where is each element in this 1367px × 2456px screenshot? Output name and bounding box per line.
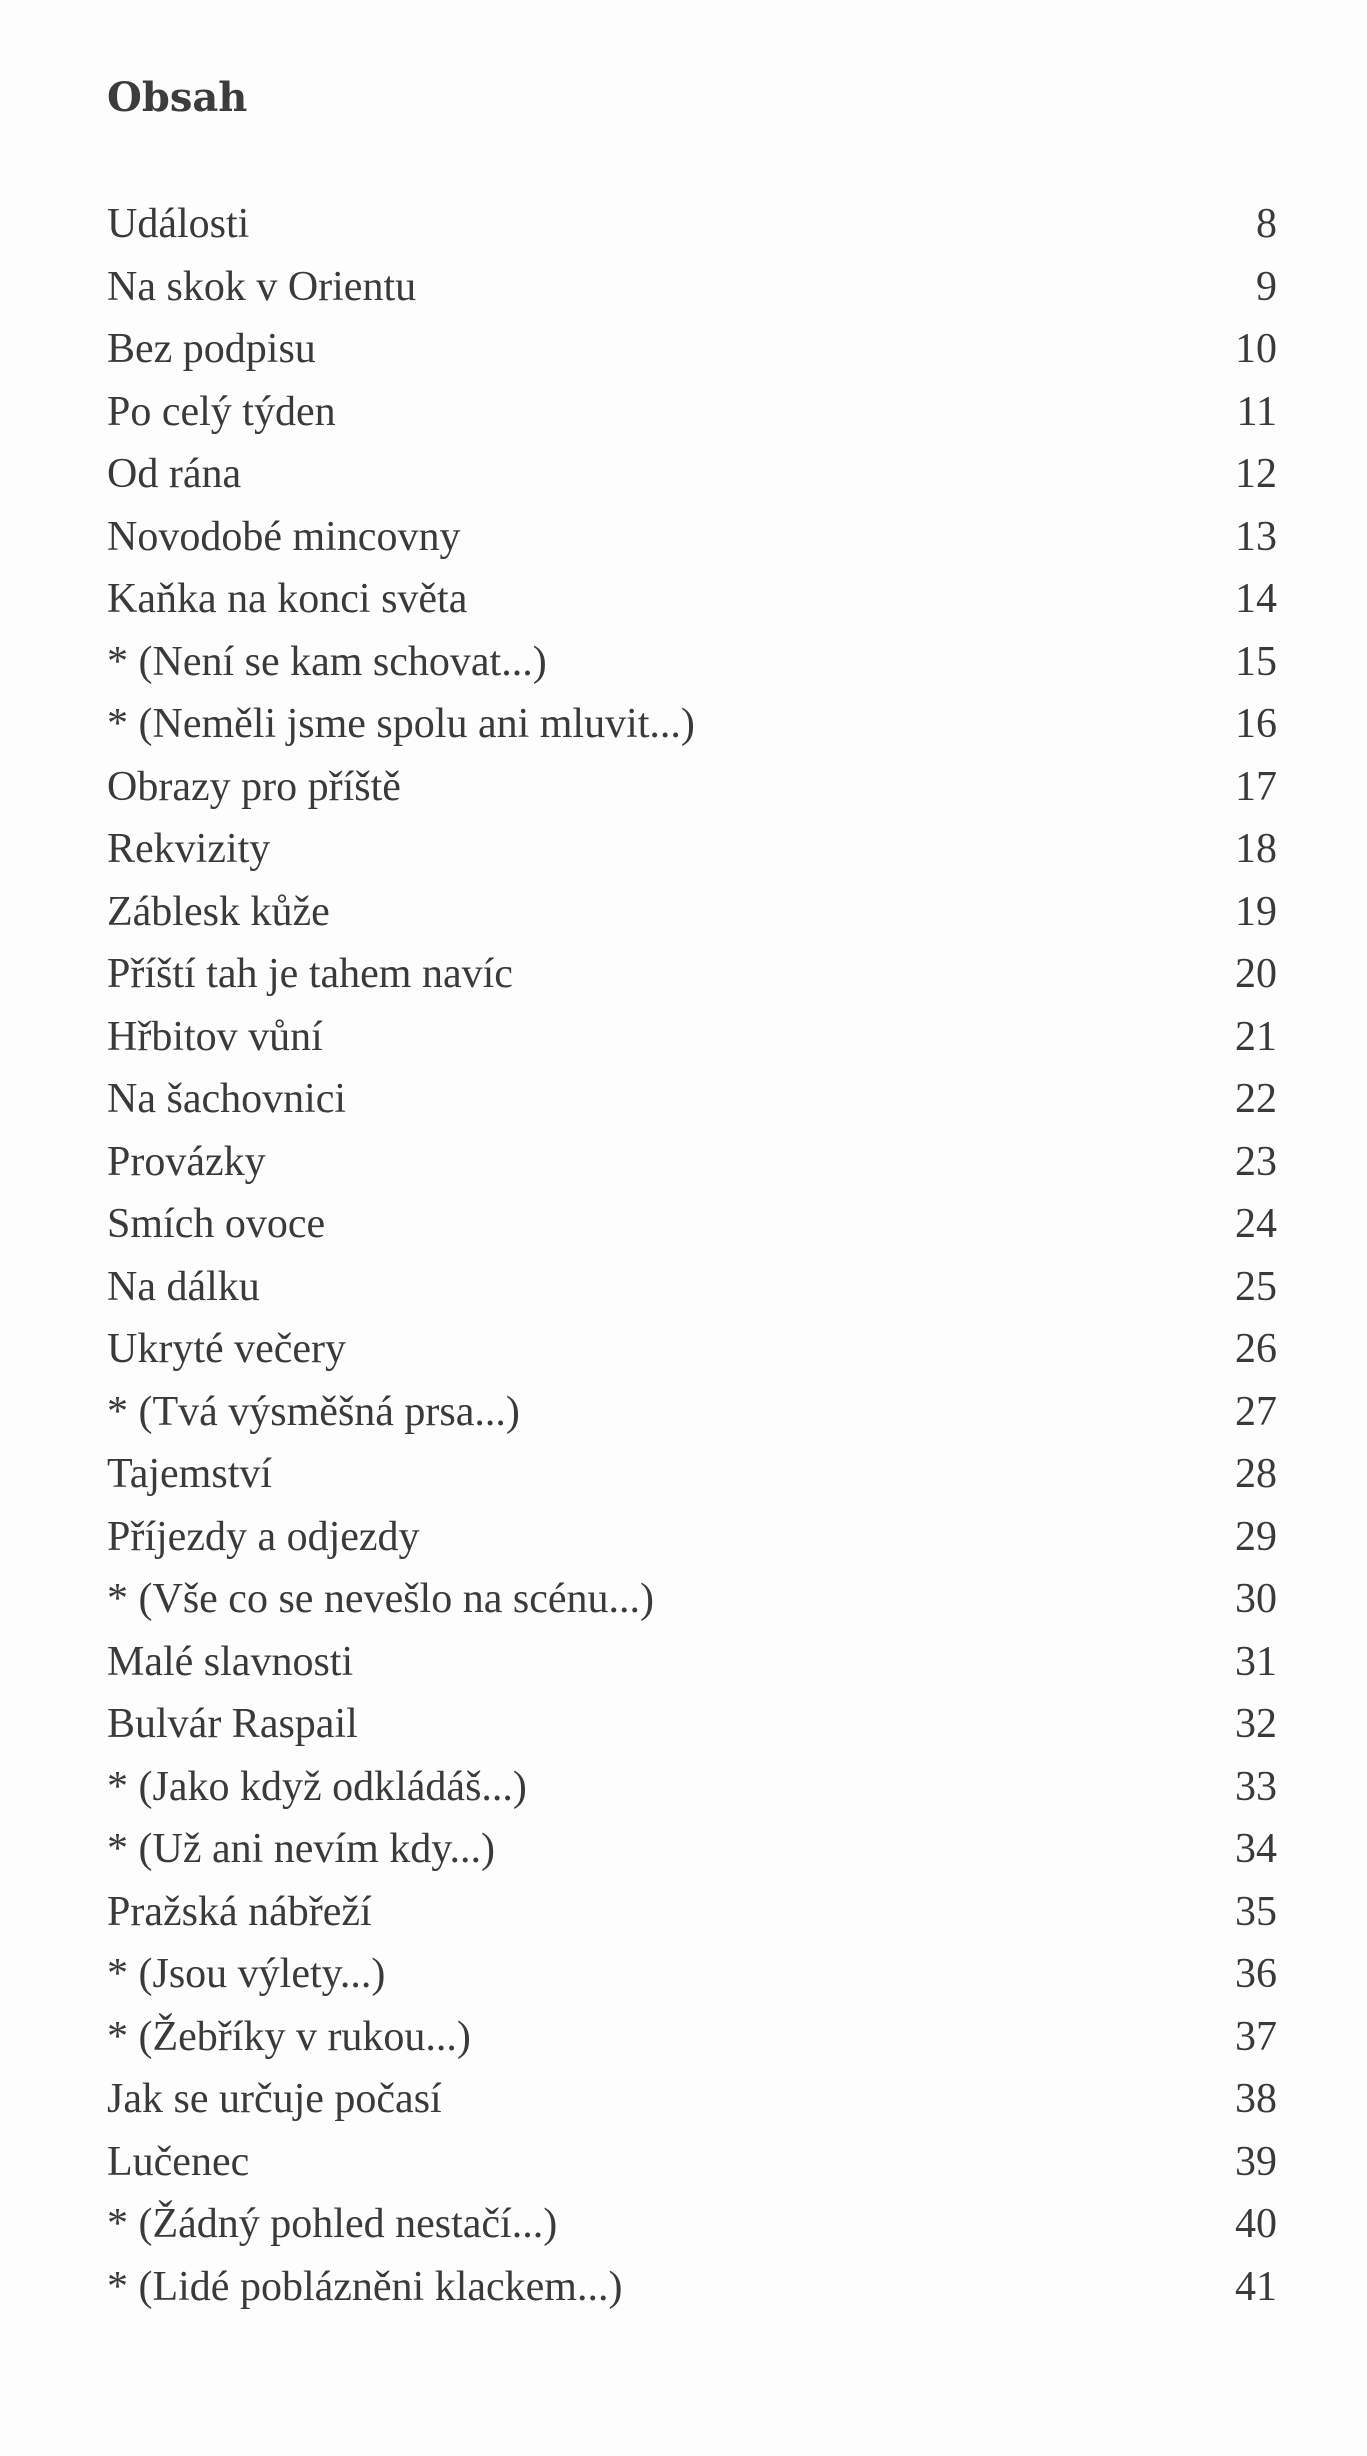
toc-entry-title: * (Jsou výlety...) — [107, 1951, 386, 1997]
toc-entry — [107, 818, 1277, 881]
toc-entry-title: Malé slavnosti — [107, 1638, 354, 1685]
toc-entry-title: Po celý týden — [107, 388, 336, 435]
toc-entry-title: Obrazy pro příště — [107, 763, 401, 810]
toc-entry — [107, 1693, 1277, 1756]
toc-entry-page-number: 35 — [1235, 1888, 1277, 1935]
toc-entry-page-number: 26 — [1235, 1326, 1277, 1372]
toc-entry-page-number: 24 — [1235, 1201, 1277, 1247]
toc-entry-page-number: 11 — [1236, 388, 1277, 435]
toc-entry-page-number: 19 — [1235, 888, 1277, 935]
toc-entry-title: Kaňka na konci světa — [107, 576, 468, 622]
table-of-contents — [107, 193, 1277, 2318]
toc-entry-title: * (Už ani nevím kdy...) — [107, 1826, 496, 1872]
toc-entry-page-number: 39 — [1235, 2138, 1277, 2185]
toc-entry — [107, 318, 1277, 381]
toc-entry — [107, 881, 1277, 944]
toc-entry-title: Lučenec — [107, 2138, 250, 2185]
toc-entry — [107, 631, 1277, 694]
toc-entry — [107, 2193, 1277, 2256]
toc-entry-title: * (Lidé poblázněni klackem...) — [107, 2263, 623, 2310]
toc-entry-page-number: 28 — [1235, 1451, 1277, 1497]
toc-entry-page-number: 13 — [1235, 513, 1277, 560]
toc-entry — [107, 2006, 1277, 2069]
toc-entry-page-number: 27 — [1235, 1388, 1277, 1435]
toc-entry — [107, 2256, 1277, 2319]
toc-entry — [107, 568, 1277, 631]
toc-entry-page-number: 14 — [1235, 576, 1277, 622]
toc-entry-page-number: 10 — [1235, 326, 1277, 372]
toc-entry-page-number: 23 — [1235, 1138, 1277, 1185]
toc-entry-title: Bez podpisu — [107, 326, 316, 372]
toc-entry — [107, 1193, 1277, 1256]
toc-entry-title: * (Žádný pohled nestačí...) — [107, 2201, 558, 2247]
toc-entry-title: Na šachovnici — [107, 1076, 347, 1122]
toc-entry-title: Na skok v Orientu — [107, 263, 417, 310]
toc-entry-title: Na dálku — [107, 1263, 260, 1310]
toc-entry-page-number: 33 — [1235, 1763, 1277, 1810]
toc-entry-page-number: 41 — [1235, 2263, 1277, 2310]
toc-entry — [107, 1756, 1277, 1819]
page-title: Obsah — [107, 74, 248, 121]
toc-entry — [107, 1943, 1277, 2006]
toc-entry — [107, 2068, 1277, 2131]
toc-entry-title: Novodobé mincovny — [107, 513, 461, 560]
toc-entry-title: Hřbitov vůní — [107, 1013, 323, 1060]
toc-entry-page-number: 8 — [1256, 201, 1277, 247]
toc-entry-title: Ukryté večery — [107, 1326, 347, 1372]
toc-entry — [107, 1881, 1277, 1944]
toc-entry-page-number: 18 — [1235, 826, 1277, 872]
toc-entry — [107, 1568, 1277, 1631]
toc-entry-title: * (Jako když odkládáš...) — [107, 1763, 527, 1810]
toc-entry-page-number: 16 — [1235, 701, 1277, 747]
toc-entry-title: Provázky — [107, 1138, 266, 1185]
toc-entry-page-number: 34 — [1235, 1826, 1277, 1872]
toc-entry-title: Pražská nábřeží — [107, 1888, 372, 1935]
toc-entry-title: Smích ovoce — [107, 1201, 326, 1247]
toc-entry-title: Tajemství — [107, 1451, 273, 1497]
toc-entry — [107, 1381, 1277, 1444]
toc-entry — [107, 1006, 1277, 1069]
toc-entry — [107, 1131, 1277, 1194]
toc-entry — [107, 756, 1277, 819]
toc-entry-title: Bulvár Raspail — [107, 1701, 358, 1747]
toc-entry-page-number: 25 — [1235, 1263, 1277, 1310]
toc-entry — [107, 1068, 1277, 1131]
toc-entry-page-number: 17 — [1235, 763, 1277, 810]
toc-entry — [107, 1318, 1277, 1381]
toc-entry-title: * (Neměli jsme spolu ani mluvit...) — [107, 701, 695, 747]
toc-entry — [107, 1256, 1277, 1319]
toc-entry — [107, 381, 1277, 444]
toc-entry-page-number: 36 — [1235, 1951, 1277, 1997]
toc-entry-title: Rekvizity — [107, 826, 271, 872]
toc-entry-page-number: 32 — [1235, 1701, 1277, 1747]
toc-entry — [107, 1818, 1277, 1881]
toc-entry-page-number: 21 — [1235, 1013, 1277, 1060]
toc-entry-title: Záblesk kůže — [107, 888, 330, 935]
toc-entry-page-number: 20 — [1235, 951, 1277, 997]
toc-entry-page-number: 38 — [1235, 2076, 1277, 2122]
toc-entry — [107, 2131, 1277, 2194]
toc-entry — [107, 443, 1277, 506]
toc-entry — [107, 506, 1277, 569]
toc-entry — [107, 1506, 1277, 1569]
toc-entry — [107, 1631, 1277, 1694]
toc-entry — [107, 256, 1277, 319]
toc-entry — [107, 193, 1277, 256]
toc-entry-title: Příští tah je tahem navíc — [107, 951, 513, 997]
toc-entry-page-number: 29 — [1235, 1513, 1277, 1560]
toc-entry-title: * (Vše co se nevešlo na scénu...) — [107, 1576, 654, 1622]
toc-entry-title: * (Není se kam schovat...) — [107, 638, 547, 685]
toc-entry-page-number: 30 — [1235, 1576, 1277, 1622]
toc-entry-page-number: 15 — [1235, 638, 1277, 685]
toc-entry-title: Příjezdy a odjezdy — [107, 1513, 420, 1560]
toc-entry-page-number: 31 — [1235, 1638, 1277, 1685]
toc-entry — [107, 1443, 1277, 1506]
toc-entry-page-number: 9 — [1256, 263, 1277, 310]
toc-entry — [107, 693, 1277, 756]
toc-entry-page-number: 12 — [1235, 451, 1277, 497]
toc-entry-page-number: 40 — [1235, 2201, 1277, 2247]
toc-entry-title: * (Tvá výsměšná prsa...) — [107, 1388, 520, 1435]
toc-entry-page-number: 22 — [1235, 1076, 1277, 1122]
toc-entry-title: Od rána — [107, 451, 242, 497]
toc-entry-page-number: 37 — [1235, 2013, 1277, 2060]
toc-entry-title: Jak se určuje počasí — [107, 2076, 442, 2122]
toc-entry — [107, 943, 1277, 1006]
toc-entry-title: * (Žebříky v rukou...) — [107, 2013, 471, 2060]
toc-entry-title: Události — [107, 201, 250, 247]
